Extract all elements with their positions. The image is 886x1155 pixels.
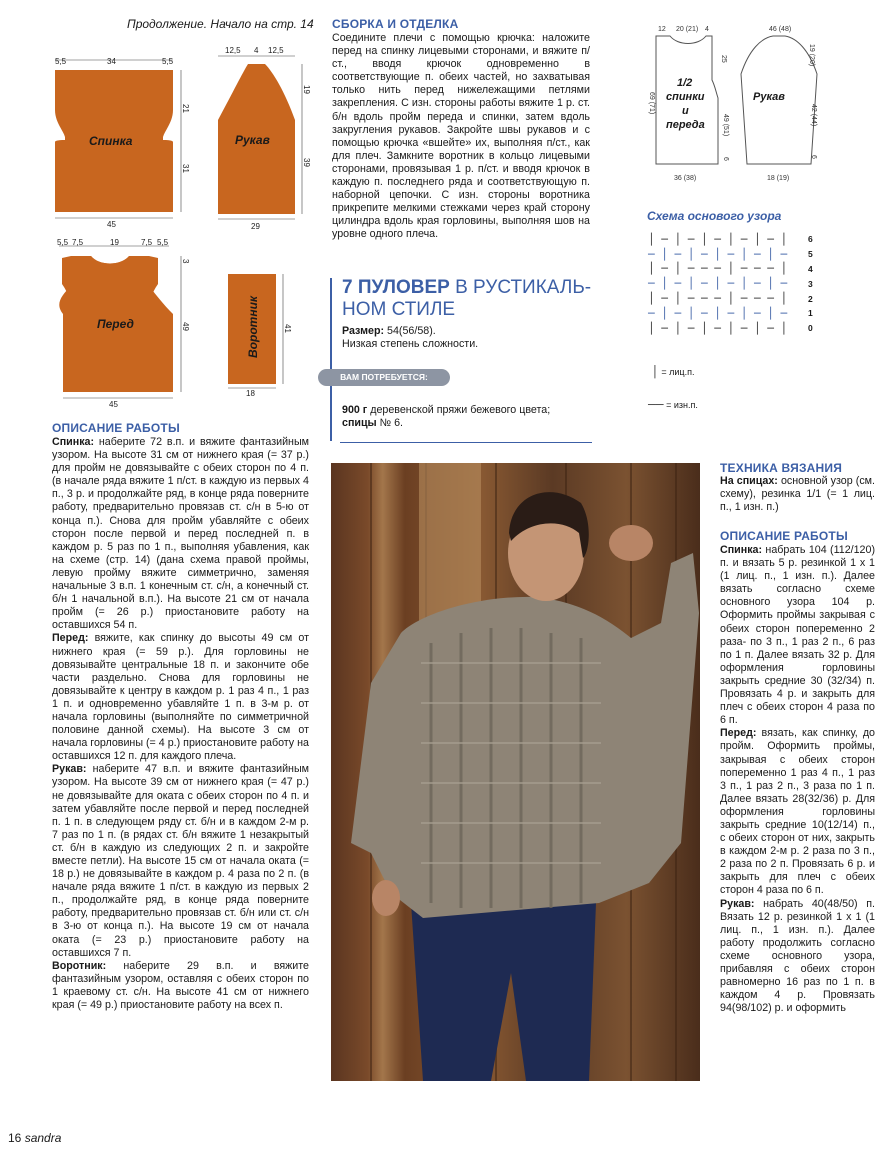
pattern-row-number: 3 <box>808 278 813 289</box>
back-dim-right-upper: 21 <box>181 104 190 113</box>
scheme-collar <box>225 272 305 407</box>
back-dim-right-lower: 31 <box>181 164 190 173</box>
back-dim-bottom: 45 <box>107 220 116 229</box>
project-size: Размер: 54(56/58). Низкая степень сложности. <box>342 325 479 351</box>
front-dim-top-2: 7,5 <box>72 238 84 247</box>
rsleeve-dim-right-1: 19 (20) <box>808 44 815 67</box>
pattern-row <box>648 232 813 247</box>
sleeve-label: Рукав <box>235 133 270 147</box>
pattern-row <box>648 321 813 336</box>
pattern-row-number: 2 <box>808 293 813 304</box>
pattern-row-stitches: │ ─ │ ─ │ ─ │ ─ │ ─ │ <box>648 232 788 246</box>
magazine-name: sandra <box>24 1131 62 1145</box>
pattern-row <box>648 276 813 291</box>
front-dim-top-1: 5,5 <box>57 238 69 247</box>
rsleeve-dim-right-3: 6 <box>810 155 817 159</box>
body-dim-left: 69 (71) <box>648 92 655 115</box>
title-underline <box>340 442 592 443</box>
collar-label: Воротник <box>246 296 260 358</box>
pattern-row-stitches: ─ │ ─ │ ─ │ ─ │ ─ │ ─ <box>648 247 788 261</box>
front-dim-top-3: 19 <box>110 238 119 247</box>
back-dim-top-left: 5,5 <box>55 57 67 66</box>
front-dim-bottom: 45 <box>109 400 118 409</box>
sleeve-dim-bottom: 29 <box>251 222 260 231</box>
body-label-3: и <box>682 105 689 117</box>
body-dim-top-right: 4 <box>705 26 709 33</box>
rsleeve-dim-top: 46 (48) <box>769 26 792 33</box>
pattern-row-stitches: │ ─ │ ─ ─ ─ │ ─ ─ ─ │ <box>648 292 788 306</box>
body-dim-right-1: 25 <box>720 55 727 63</box>
front-label: Перед <box>97 317 134 331</box>
project-title: 7 ПУЛОВЕР В РУСТИКАЛЬ- НОМ СТИЛЕ <box>342 277 592 320</box>
pattern-row-stitches: │ ─ │ ─ ─ ─ │ ─ ─ ─ │ <box>648 262 788 276</box>
pattern-row-stitches: │ ─ │ ─ │ ─ │ ─ │ ─ │ <box>648 321 788 335</box>
sleeve-dim-right-upper: 19 <box>302 85 311 94</box>
pattern-row <box>648 306 813 321</box>
title-rule <box>330 278 332 441</box>
scheme-back <box>45 52 195 237</box>
technique-text: На спицах: основной узор (см. схему), резинка 1/1 (= 1 лиц. п., 1 изн. п.) <box>720 475 875 514</box>
pattern-row <box>648 291 813 306</box>
left-description-heading: ОПИСАНИЕ РАБОТЫ <box>52 421 180 435</box>
rsleeve-label: Рукав <box>753 91 785 103</box>
pattern-row-stitches: ─ │ ─ │ ─ │ ─ │ ─ │ ─ <box>648 277 788 291</box>
assembly-text: Соедините плечи с помощью крючка: наложите перед на спинку лицевыми сторонами, и вяжите п/ст., вводя крючок одновременно в соответствующие п. обеих частей, но захватывая только нить перед нижележащими петлями закрепления. С изн. стороны работы вяжите 1 р. ст. б/н вдоль пройм переда и спинки, затем вдоль закругления рукавов. Закройте швы рукавов и с помощью крючка «вшейте» их, выполняя п/ст., как для плеч. Замкните воротник в кольцо лицевыми сторонами, провязывая 1 р. п/ст. и вводя крючок в каждую п. последнего ряда и соответствующую п. наборной цепочки. С изн. стороны воротника прикрепите мелкими стежками через край сторону цилиндра вдоль края горловины, выполняя шов на уровне одного плеча. <box>332 32 590 241</box>
page-number: 16 <box>8 1131 22 1145</box>
scheme-sleeve <box>213 42 323 242</box>
continuation-note: Продолжение. Начало на стр. 14 <box>127 17 314 31</box>
body-label-4: переда <box>666 119 705 131</box>
front-dim-right-lower: 49 <box>181 322 190 331</box>
pattern-row-number: 5 <box>808 249 813 260</box>
pattern-row-number: 6 <box>808 234 813 245</box>
back-label: Спинка <box>89 134 133 148</box>
pattern-heading: Схема основого узора <box>647 209 782 223</box>
pattern-row-number: 4 <box>808 263 813 274</box>
pattern-row-number: 0 <box>808 323 813 334</box>
back-dim-top-mid: 34 <box>107 57 116 66</box>
back-dim-top-right: 5,5 <box>162 57 174 66</box>
collar-dim-bottom: 18 <box>246 389 255 398</box>
legend-purl-text: = изн.п. <box>666 400 698 410</box>
pattern-row-stitches: ─ │ ─ │ ─ │ ─ │ ─ │ ─ <box>648 306 788 320</box>
body-dim-top-mid: 20 (21) <box>676 26 699 33</box>
materials: 900 г деревенской пряжи бежевого цвета; спицы № 6. <box>342 404 551 430</box>
front-dim-right-upper: 3 <box>181 259 190 264</box>
body-dim-bottom: 36 (38) <box>674 175 697 182</box>
model-photo <box>331 463 700 1081</box>
legend-purl: ── = изн.п. <box>648 399 698 411</box>
sleeve-dim-top-left: 12,5 <box>225 46 241 55</box>
sleeve-dim-right-lower: 39 <box>302 158 311 167</box>
body-label-2: спинки <box>666 91 705 103</box>
pattern-grid <box>648 232 813 336</box>
pattern-row <box>648 247 813 262</box>
body-dim-right-3: 6 <box>722 157 729 161</box>
page-footer <box>8 1131 61 1145</box>
pattern-row <box>648 262 813 277</box>
right-description-heading: ОПИСАНИЕ РАБОТЫ <box>720 529 848 543</box>
rsleeve-dim-right-2: 42 (44) <box>810 104 817 127</box>
scheme-right-sleeve <box>733 22 833 192</box>
technique-heading: ТЕХНИКА ВЯЗАНИЯ <box>720 461 843 475</box>
pattern-row-number: 1 <box>808 308 813 319</box>
legend-knit-text: = лиц.п. <box>661 367 695 377</box>
body-dim-right-2: 49 (51) <box>722 114 729 137</box>
need-badge: ВАМ ПОТРЕБУЕТСЯ: <box>318 369 450 386</box>
body-dim-top-left: 12 <box>658 26 666 33</box>
collar-dim-right: 41 <box>283 324 292 333</box>
body-label-1: 1/2 <box>677 77 693 89</box>
legend-knit: │ = лиц.п. <box>652 366 695 378</box>
rsleeve-dim-bottom: 18 (19) <box>767 175 790 182</box>
right-description-text: Спинка: набрать 104 (112/120) п. и вязать 5 р. резинкой 1 х 1 (1 лиц. п., 1 изн. п.). Далее вязать согласно схеме основного узора 104 р. Оформить проймы закрывая с обеих сторон попеременно 2 раза- по 3 п., 1 раз 2 п., 6 раз по 1 п. Далее вязать 32 р. Для оформления горловины закрыть средние 30 (32/34) п. Провязать 4 р. и закрыть для плеч с обеих сторон 4 раза по 6 п. Перед: вязать, как спинку, до пройм. Оформить проймы, закрывая с обеих сторон попеременно 1 раз 4 п., 1 раз 3 п., 1 раз 2 п., 3 раза по 1 п. Далее вязать 28(32/36) р. Для оформления горловины закрыть средние 10(12/14) п., с обеих сторон от них, закрыть в каждом 2-м р. 2 раза по 3 п., 2 раза по 2 п. Провязать 6 р. и закрыть для плеч с обеих сторон 4 раза по 6 п. Рукав: набрать 40(48/50) п. Вязать 12 р. резинкой 1 х 1 (1 лиц. п., 1 изн. п.). Далее работу продолжить согласно схеме основного узора, прибавляя с обеих сторон равномерно 16 раз по 1 п. в каждом 4 р. Провязать 94(98/102) р. и оформить <box>720 544 875 1015</box>
scheme-front <box>45 236 195 421</box>
sleeve-dim-top-mid: 4 <box>254 46 259 55</box>
sleeve-dim-top-right: 12,5 <box>268 46 284 55</box>
assembly-heading: СБОРКА И ОТДЕЛКА <box>332 17 459 31</box>
scheme-half-body <box>638 22 733 192</box>
left-description-text: Спинка: наберите 72 в.п. и вяжите фантазийным узором. На высоте 31 см от нижнего края (= 37 р.) для пройм не довязывайте с обеих сторон по 4 п. (в начале ряда вяжите 1 п/ст. в каждую из первых 4 п., 3 р. и продолжайте ряд, в конце ряда поверните работу, предварительно провязав ст. с/н в 5-ю от конца п.). Снова для пройм убавляйте с обеих сторон после первой и перед последней п. в каждом р. 5 раз по 1 п., выполняя убавления, как на схеме (стр. 14) (дана схема правой проймы, левую пройму вяжите симметрично, заменяя начальные 3 в.п. 1 конечным ст. с/н, а конечный ст. б/н 1 начальной в.п.). На высоте 21 см от начала пройм (= 26 р.) приостановите работу на оставшихся 54 п. Перед: вяжите, как спинку до высоты 49 см от нижнего края (= 59 р.). Для горловины не довязывайте центральные 18 п. и закончите обе части раздельно. Снова для горловины не довязывайте к центру в каждом р. 1 раз 4 п., 1 раз 1 п. и одновременно убавляйте 1 п. в 3-м р. от начала горловины (выполняйте по симметричной половине данной схемы). На высоте 3 см от начала горловины (= 4 р.) приостановите работу на оставшихся 12 п. для каждого плеча. Рукав: наберите 47 в.п. и вяжите фантазийным узором. На высоте 39 см от нижнего края (= 47 р.) не довязывайте для оката с обеих сторон по 4 п. и затем убавляйте после первой и перед последней п. 1 п. в следующем ряду ст. б/н и в каждом 2-м р. 7 раз по 1 п. (в рядах ст. б/н вяжите 1 незакрытый ст. б/н в каждую из следующих 2 п. и закройте вместе петли). На высоте 15 см от начала оката (= 18 р.) не довязывайте в каждом р. 4 раза по 2 п. (в начале ряда вяжите 1 п/ст. в каждую из первых 2 п., продолжайте ряд, в конце ряда поверните работу, предварительно провязав ст. б/н или ст. с/н в 3-ю от конца п.). На высоте 19 см от начала оката (= 23 р.) приостановите работу на оставшихся 7 п. Воротник: наберите 29 в.п. и вяжите фантазийным узором, оставляя с обеих сторон по 1 краевому ст. с/н. На высоте 41 см от нижнего края (= 49 р.) приостановите работу на всех п. <box>52 436 309 1012</box>
front-dim-top-4: 7,5 <box>141 238 153 247</box>
front-dim-top-5: 5,5 <box>157 238 169 247</box>
